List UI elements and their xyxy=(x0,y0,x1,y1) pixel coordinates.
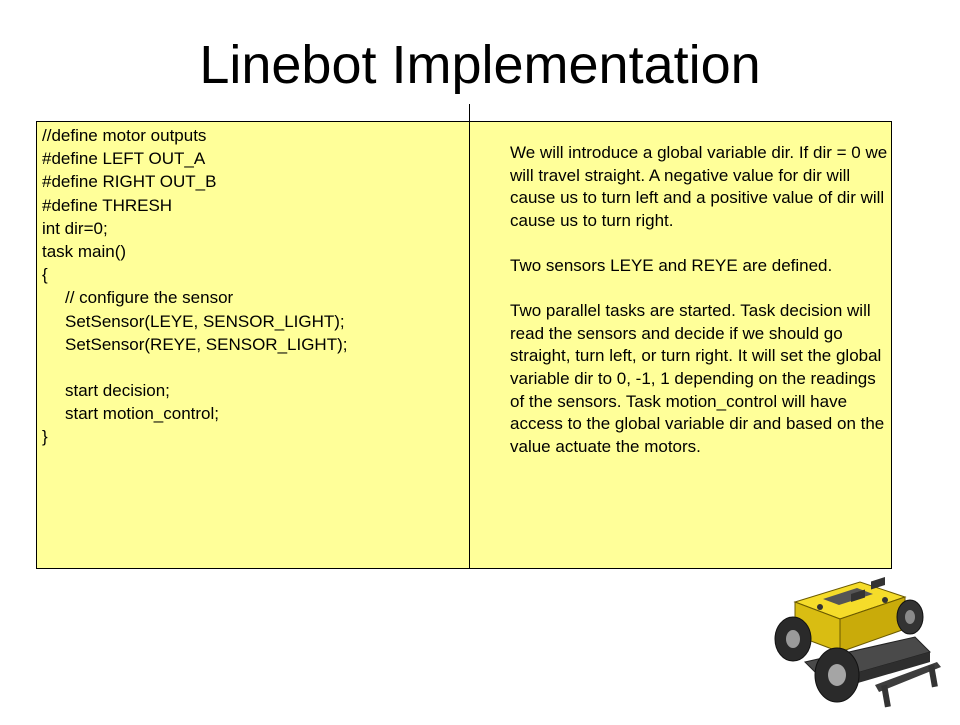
code-line-blank xyxy=(42,356,462,379)
code-line: task main() xyxy=(42,241,127,261)
code-listing xyxy=(42,124,462,449)
code-line: // configure the sensor xyxy=(65,288,234,308)
rcx-brick xyxy=(795,577,905,652)
code-line: #define RIGHT OUT_B xyxy=(42,172,217,192)
code-line: #define LEFT OUT_A xyxy=(42,149,206,169)
code-line: #define THRESH xyxy=(42,195,173,215)
description-text xyxy=(510,142,888,458)
column-divider xyxy=(469,122,470,568)
code-line: start decision; xyxy=(65,381,170,401)
code-line: start motion_control; xyxy=(65,404,220,424)
description-paragraph: Two sensors LEYE and REYE are defined. xyxy=(510,255,833,275)
code-line: } xyxy=(42,427,48,447)
slide-title: Linebot Implementation xyxy=(199,35,761,95)
robot-image xyxy=(765,567,945,720)
code-line: //define motor outputs xyxy=(42,126,207,145)
code-line: SetSensor(LEYE, SENSOR_LIGHT); xyxy=(65,311,345,331)
code-line: int dir=0; xyxy=(42,218,108,238)
description-paragraph: Two parallel tasks are started. Task decision will read the sensors and decide if we should go straight, turn left, or turn right. It will set the global variable dir to 0, -1, 1 depending on the readings of the sensors. Task motion_control will have access to the global variable dir and based on the value actuate the motors. xyxy=(510,301,885,456)
divider-line-top xyxy=(469,104,470,122)
code-line: SetSensor(REYE, SENSOR_LIGHT); xyxy=(65,334,348,354)
content-panel xyxy=(36,121,892,569)
code-line: { xyxy=(42,265,48,285)
description-paragraph: We will introduce a global variable dir. If dir = 0 we will travel straight. A negative value for dir will cause us to turn left and a positive value of dir will cause us to turn right. xyxy=(510,143,888,230)
